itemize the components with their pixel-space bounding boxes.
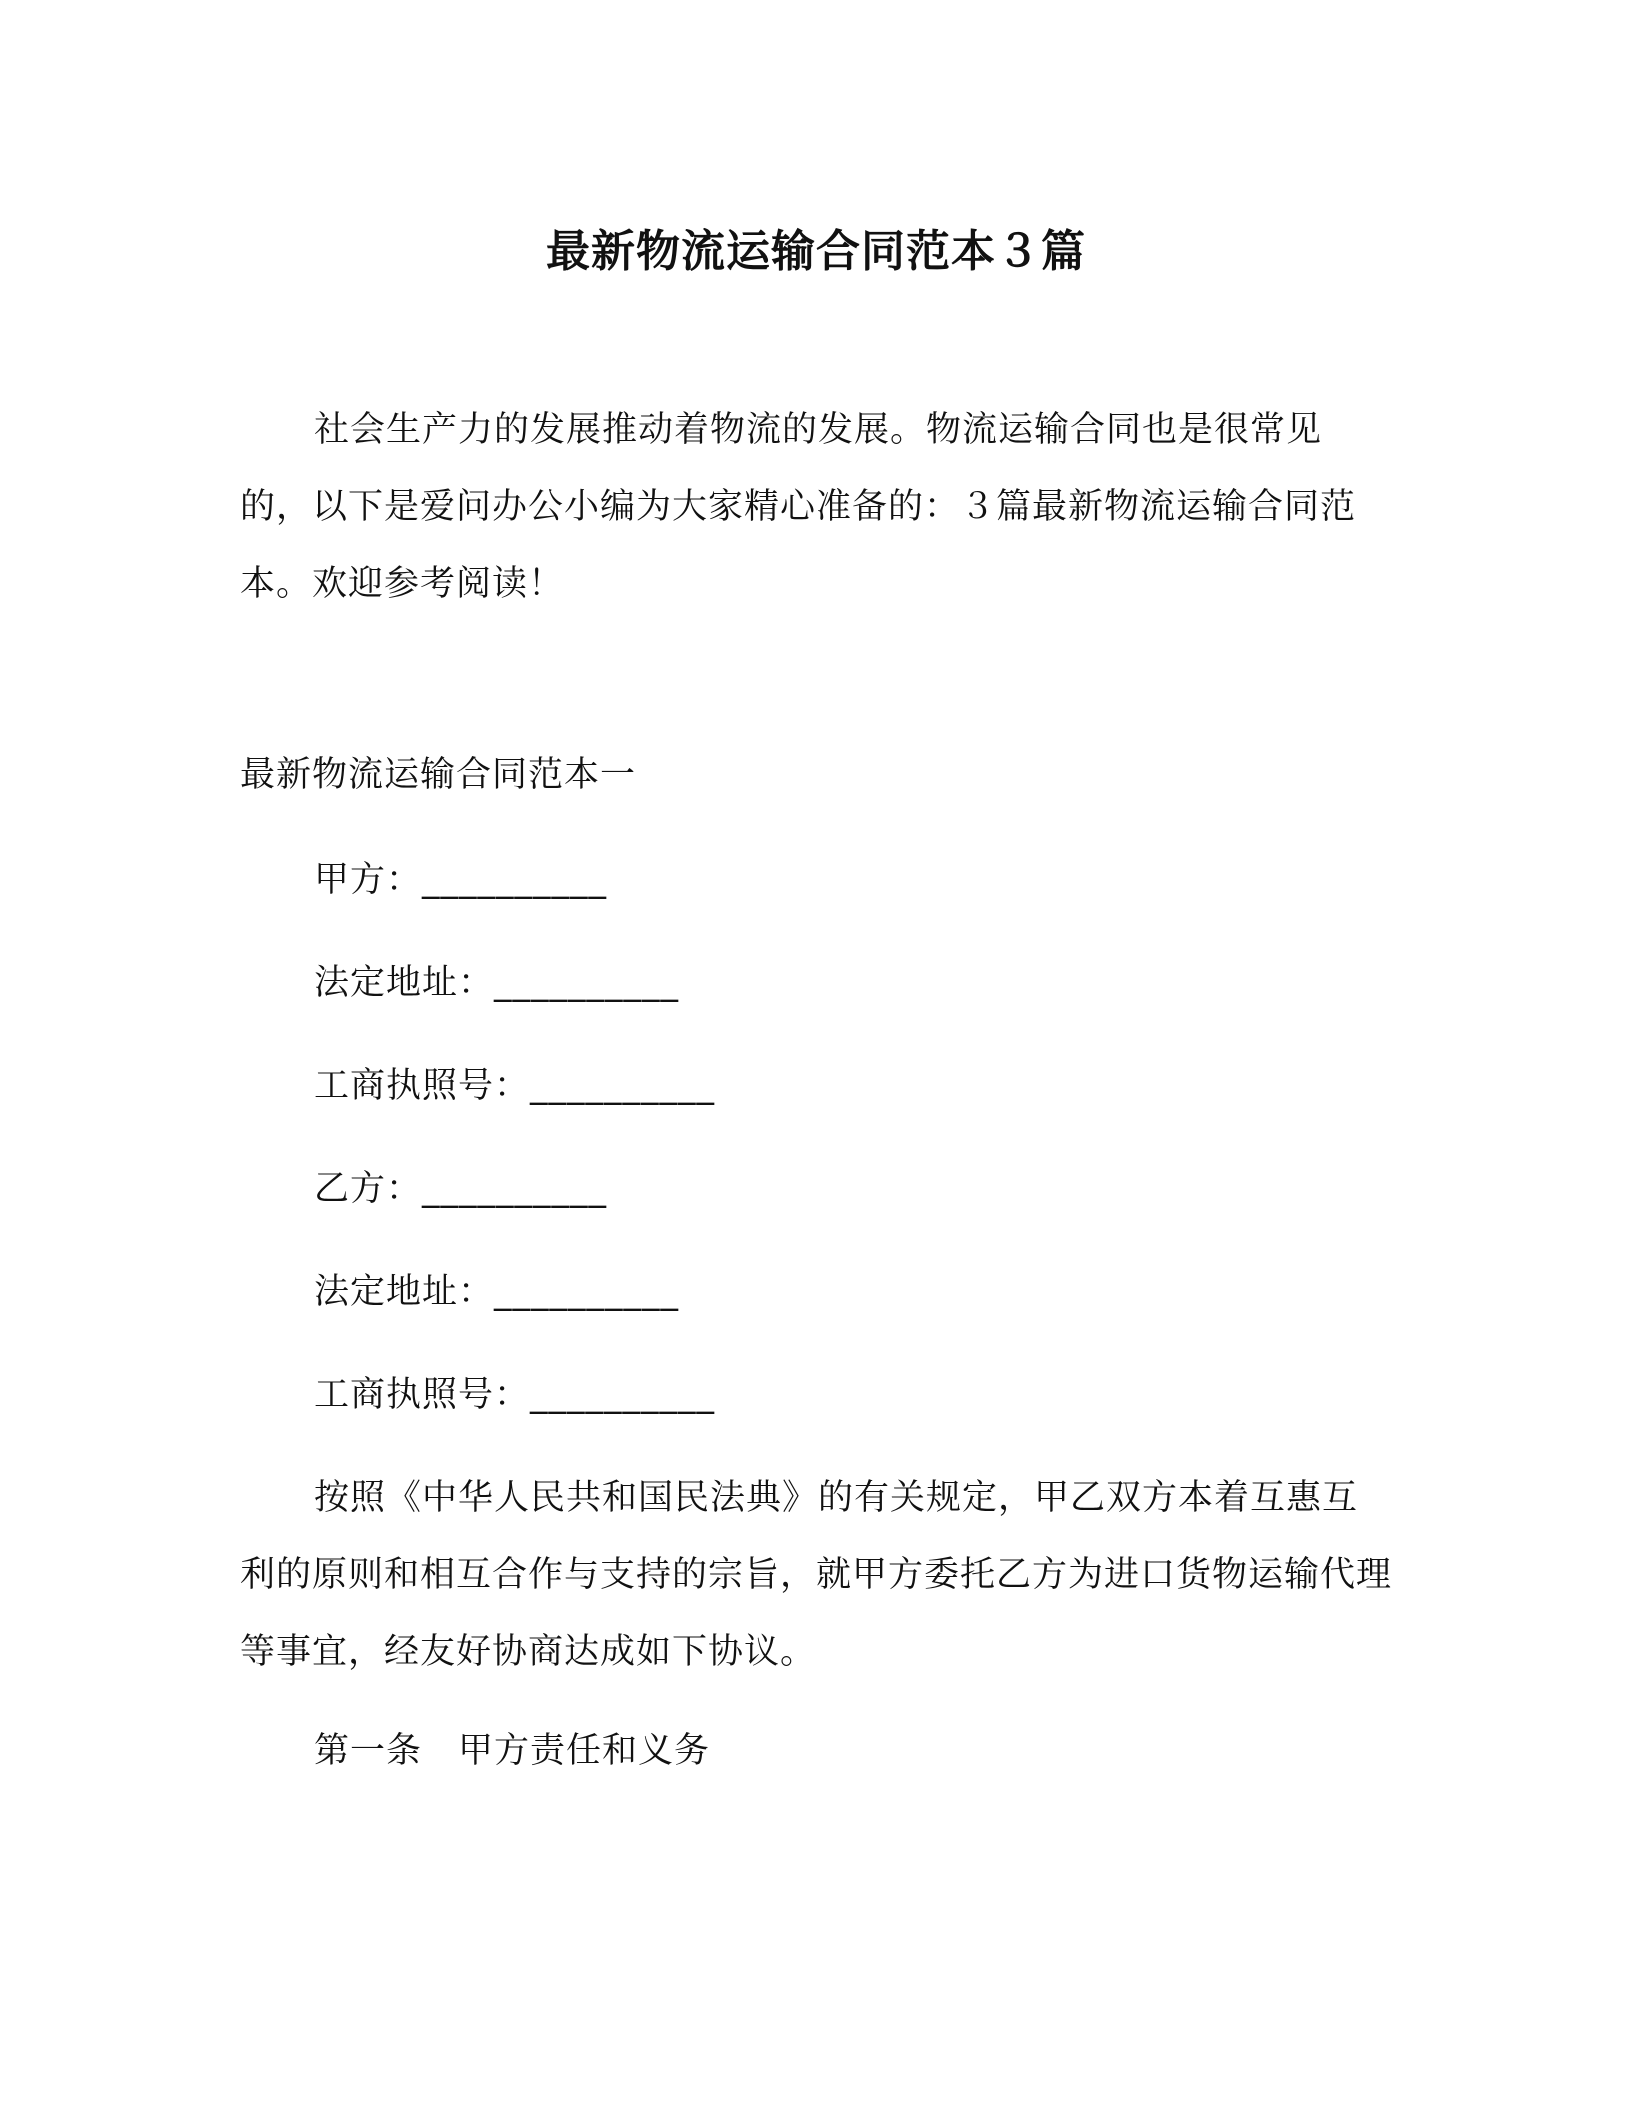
intro-paragraph: 社会生产力的发展推动着物流的发展。物流运输合同也是很常见的，以下是爱问办公小编为大家精心准备的：３篇最新物流运输合同范本。欢迎参考阅读！ bbox=[240, 410, 1357, 604]
article-heading bbox=[314, 1726, 710, 1776]
field-label: 乙方： bbox=[314, 1169, 423, 1209]
party-b-field bbox=[314, 1164, 607, 1214]
field-label: 法定地址： bbox=[314, 963, 495, 1003]
party-b-license-field bbox=[314, 1370, 715, 1420]
agreement-paragraph: 按照《中华人民共和国民法典》的有关规定，甲乙双方本着互惠互利的原则和相互合作与支持的宗旨，就甲方委托乙方为进口货物运输代理等事宜，经友好协商达成如下协议。 bbox=[240, 1478, 1393, 1672]
field-blank: __________ bbox=[422, 1169, 608, 1209]
field-label: 工商执照号： bbox=[314, 1066, 531, 1106]
section-heading: 最新物流运输合同范本一 bbox=[240, 755, 637, 795]
party-b-address-field bbox=[314, 1267, 679, 1317]
article-title: 甲方责任和义务 bbox=[458, 1731, 711, 1771]
party-a-field bbox=[314, 855, 607, 905]
article-number: 第一条 bbox=[314, 1731, 423, 1771]
field-label: 法定地址： bbox=[314, 1272, 495, 1312]
field-blank: __________ bbox=[530, 1375, 716, 1415]
field-label: 甲方： bbox=[314, 860, 423, 900]
party-a-license-field bbox=[314, 1061, 715, 1111]
field-blank: __________ bbox=[530, 1066, 716, 1106]
document-title: 最新物流运输合同范本３篇 bbox=[546, 226, 1086, 277]
field-blank: __________ bbox=[494, 1272, 680, 1312]
field-label: 工商执照号： bbox=[314, 1375, 531, 1415]
party-a-address-field bbox=[314, 958, 679, 1008]
field-blank: __________ bbox=[422, 860, 608, 900]
field-blank: __________ bbox=[494, 963, 680, 1003]
